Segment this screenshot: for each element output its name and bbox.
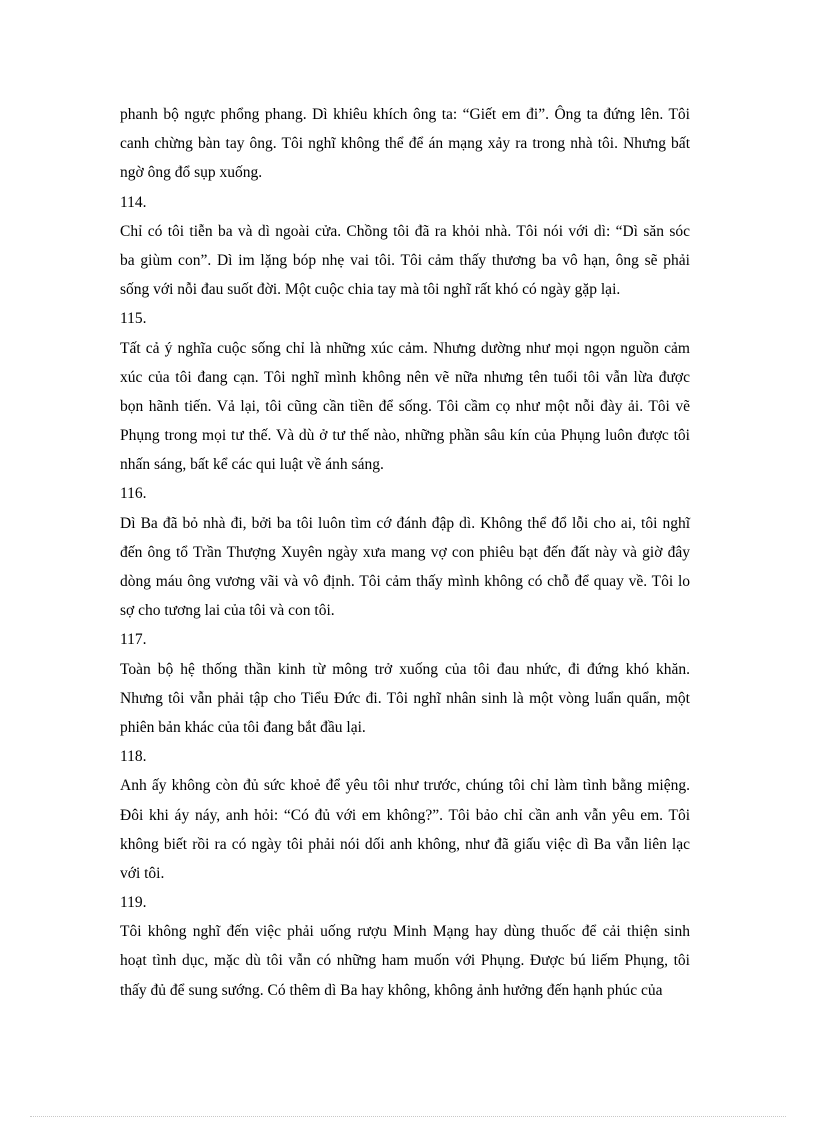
text-line: thấy đủ để sung sướng. Có thêm dì Ba hay không, không ảnh hưởng đến hạnh phúc của <box>120 981 663 999</box>
text-line: hoạt tình dục, mặc dù tôi vẫn có những ham muốn với Phụng. Được bú liếm Phụng, tôi <box>120 952 690 970</box>
text-line: đến ông tổ Trần Thượng Xuyên ngày xưa mang vợ con phiêu bạt đến đất này và giờ đây <box>120 543 690 561</box>
paragraph <box>120 655 690 743</box>
text-line: sống với nỗi đau suốt đời. Một cuộc chia tay mà tôi nghĩ rất khó có ngày gặp lại. <box>120 281 621 299</box>
text-line: Dì Ba đã bỏ nhà đi, bởi ba tôi luôn tìm cớ đánh đập dì. Không thể đổ lỗi cho ai, tôi nghĩ <box>120 514 690 532</box>
paragraph <box>120 917 690 1005</box>
text-line: nhấn sáng, bất kể các qui luật về ánh sáng. <box>120 456 384 474</box>
text-line: ba giùm con”. Dì im lặng bóp nhẹ vai tôi. Tôi cảm thấy thương ba vô hạn, ông sẽ phải <box>120 251 690 269</box>
text-line: ngờ ông đổ sụp xuống. <box>120 164 263 182</box>
section-number: 115. <box>120 310 147 328</box>
text-line: với tôi. <box>120 864 165 882</box>
page-bottom-divider <box>30 1116 786 1117</box>
text-line: Tôi không nghĩ đến việc phải uống rượu Minh Mạng hay dùng thuốc để cải thiện sinh <box>120 923 690 941</box>
paragraph <box>120 100 690 188</box>
text-line: phanh bộ ngực phổng phang. Dì khiêu khích ông ta: “Giết em đi”. Ông ta đứng lên. Tôi <box>120 106 690 123</box>
text-line: canh chừng bàn tay ông. Tôi nghĩ không thể để án mạng xảy ra trong nhà tôi. Nhưng bất <box>120 135 690 153</box>
text-line: sợ cho tương lai của tôi và con tôi. <box>120 602 335 620</box>
text-line: phiên bản khác của tôi đang bắt đầu lại. <box>120 718 366 736</box>
text-line: bọn hãnh tiến. Vả lại, tôi cũng cần tiền để sống. Tôi cầm cọ như một nỗi đày ải. Tôi vẽ <box>120 397 690 415</box>
section-number: 118. <box>120 748 147 766</box>
text-line: xúc của tôi đang cạn. Tôi nghĩ mình không nên vẽ nữa nhưng tên tuổi tôi vẫn lừa được <box>120 368 690 386</box>
document-body <box>120 100 690 1005</box>
text-line: Nhưng tôi vẫn phải tập cho Tiểu Đức đi. Tôi nghĩ nhân sinh là một vòng luẩn quẩn, một <box>120 689 690 707</box>
section-number: 119. <box>120 894 147 912</box>
paragraph <box>120 217 690 305</box>
section-number: 116. <box>120 485 147 503</box>
section-number: 114. <box>120 193 147 211</box>
text-line: Chỉ có tôi tiễn ba và dì ngoài cửa. Chồng tôi đã ra khỏi nhà. Tôi nói với dì: “Dì săn sóc <box>120 222 690 240</box>
section-number: 117. <box>120 631 147 649</box>
text-line: Anh ấy không còn đủ sức khoẻ để yêu tôi như trước, chúng tôi chỉ làm tình bằng miệng. <box>120 777 690 795</box>
text-line: Phụng trong mọi tư thế. Và dù ở tư thế nào, những phần sâu kín của Phụng luôn được tôi <box>120 427 690 445</box>
text-line: Đôi khi áy náy, anh hỏi: “Có đủ với em không?”. Tôi bảo chỉ cần anh vẫn yêu em. Tôi <box>120 806 690 824</box>
paragraph <box>120 334 690 480</box>
text-line: không biết rồi ra có ngày tôi phải nói dối anh không, như đã giấu việc dì Ba vẫn liên lạc <box>120 835 690 853</box>
text-line: Tất cả ý nghĩa cuộc sống chỉ là những xúc cảm. Nhưng dường như mọi ngọn nguồn cảm <box>120 339 690 357</box>
text-line: Toàn bộ hệ thống thần kinh từ mông trở xuống của tôi đau nhức, đi đứng khó khăn. <box>120 660 690 678</box>
paragraph <box>120 509 690 626</box>
text-line: dòng máu ông vương vãi và vô định. Tôi cảm thấy mình không có chỗ để quay về. Tôi lo <box>120 573 690 590</box>
paragraph <box>120 771 690 888</box>
